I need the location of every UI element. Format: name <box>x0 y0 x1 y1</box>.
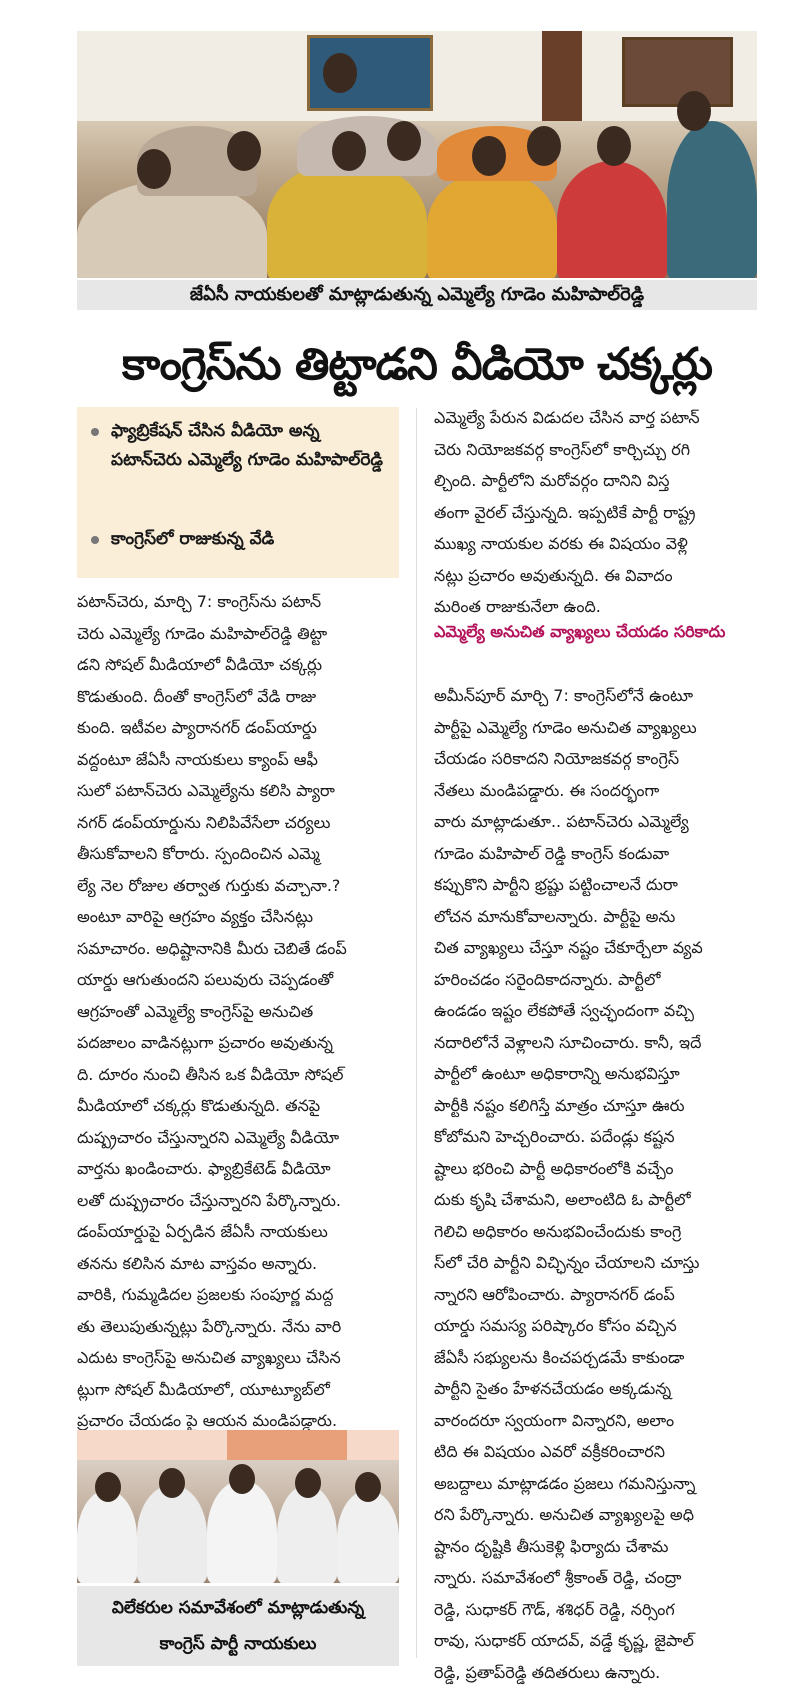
text-line: పార్టీకి నష్టం కలిగిస్తే మాత్రం చూస్తూ ఊరు <box>434 1090 756 1122</box>
text-line: యార్డు ఆగుతుందని పలువురు చెప్పడంతో <box>77 964 397 996</box>
text-line: గూడెం మహిపాల్ రెడ్డి కాంగ్రెస్ కండువా <box>434 838 756 870</box>
text-line: ప్రచారం చేయడం పై ఆయన మండిపడ్డారు. <box>77 1405 397 1437</box>
text-line: తీసుకోవాలని కోరారు. స్పందించిన ఎమ్మె <box>77 838 397 870</box>
text-line: ముఖ్య నాయకుల వరకు ఈ విషయం వెళ్లి <box>434 528 756 560</box>
text-line: చేయడం సరికాదని నియోజకవర్గ కాంగ్రెస్ <box>434 743 756 775</box>
highlight-text: కాంగ్రెస్‌లో రాజుకున్న వేడి <box>111 525 391 554</box>
text-line: ఎమ్మెల్యే పేరున విడుదల చేసిన వార్త పటాన్ <box>434 402 756 434</box>
text-line: రెడ్డి, ప్రతాప్‌రెడ్డి తదితరులు ఉన్నారు. <box>434 1657 756 1688</box>
text-line: న్నారు. సమావేశంలో శ్రీకాంత్ రెడ్డి, చంద్రా <box>434 1562 756 1594</box>
column-divider <box>416 408 417 1658</box>
text-line: చెరు నియోజకవర్గ కాంగ్రెస్‌లో కార్చిచ్చు రగి <box>434 434 756 466</box>
text-line: పార్టీలో ఉంటూ అధికారాన్ని అనుభవిస్తూ <box>434 1058 756 1090</box>
text-line: ఉండడం ఇష్టం లేకపోతే స్వచ్ఛందంగా వచ్చి <box>434 995 756 1027</box>
text-line: రెడ్డి, సుధాకర్ గౌడ్, శశిధర్ రెడ్డి, నర్సింగ <box>434 1594 756 1626</box>
text-line: రావు, సుధాకర్ యాదవ్, వడ్డే కృష్ణ, జైపాల్ <box>434 1625 756 1657</box>
text-line: తు తెలుపుతున్నట్లు పేర్కొన్నారు. నేను వారి <box>77 1311 397 1343</box>
text-line: ష్టాలు భరించి పార్టీ అధికారంలోకి వచ్చేం <box>434 1153 756 1185</box>
text-line: ల్చింది. పార్టీలోని మరోవర్గం దానిని విస్త <box>434 465 756 497</box>
text-line: యార్డు సమస్య పరిష్కారం కోసం వచ్చిన <box>434 1310 756 1342</box>
text-line: పార్టీపై ఎమ్మెల్యే గూడెం అనుచిత వ్యాఖ్యలు <box>434 712 756 744</box>
text-line: సులో పటాన్‌చెరు ఎమ్మెల్యేను కలిసి ప్యారా <box>77 775 397 807</box>
text-line: వద్దంటూ జేఏసీ నాయకులు క్యాంప్ ఆఫీ <box>77 744 397 776</box>
caption-line: విలేకరుల సమావేశంలో మాట్లాడుతున్న <box>77 1590 399 1626</box>
text-line: ఆగ్రహంతో ఎమ్మెల్యే కాంగ్రెస్‌పై అనుచిత <box>77 996 397 1028</box>
text-line: వార్తను ఖండించారు. ఫ్యాబ్రికేటెడ్ వీడియో <box>77 1153 397 1185</box>
text-line: కప్పుకొని పార్టీని భ్రష్టు పట్టించాలనే దురా <box>434 869 756 901</box>
text-line: మరింత రాజుకునేలా ఉంది. <box>434 591 756 623</box>
article-right-column <box>434 680 756 1688</box>
text-line: నదారిలోనే వెళ్లాలని సూచించారు. కానీ, ఇదే <box>434 1027 756 1059</box>
text-line: నట్లు ప్రచారం అవుతున్నది. ఈ వివాదం <box>434 560 756 592</box>
headline: కాంగ్రెస్‌ను తిట్టాడని వీడియో చక్కర్లు <box>77 326 757 404</box>
highlight-text: ఫ్యాబ్రికేషన్ చేసిన వీడియో అన్న పటాన్‌చెరు ఎమ్మెల్యే గూడెం మహిపాల్‌రెడ్డి <box>111 417 391 475</box>
text-line: పార్టీని సైతం హేళనచేయడం అక్కడున్న <box>434 1373 756 1405</box>
text-line: సమాచారం. అధిష్టానానికి మీరు చెబితే డంప్ <box>77 933 397 965</box>
bullet-icon <box>91 536 99 544</box>
text-line: లోచన మానుకోవాలన్నారు. పార్టీపై అను <box>434 901 756 933</box>
text-line: అంటూ వారిపై ఆగ్రహం వ్యక్తం చేసినట్లు <box>77 901 397 933</box>
text-line: వారందరూ స్వయంగా విన్నారని, అలాం <box>434 1405 756 1437</box>
text-line: వారు మాట్లాడుతూ.. పటాన్‌చెరు ఎమ్మెల్యే <box>434 806 756 838</box>
press-meet-photo <box>77 1430 399 1583</box>
photo-caption: జేఏసీ నాయకులతో మాట్లాడుతున్న ఎమ్మెల్యే గూడెం మహిపాల్‌రెడ్డి <box>77 280 757 310</box>
article-left-column <box>77 586 397 1437</box>
photo-caption-bottom <box>77 1586 399 1666</box>
text-line: మీడియాలో చక్కర్లు కొడుతున్నది. తనపై <box>77 1090 397 1122</box>
text-line: టిది ఈ విషయం ఎవరో వక్రీకరించారని <box>434 1436 756 1468</box>
text-line: డంప్‌యార్డుపై ఏర్పడిన జేఏసీ నాయకులు <box>77 1216 397 1248</box>
text-line: హరించడం సరైందికాదన్నారు. పార్టీలో <box>434 964 756 996</box>
text-line: కొడుతుంది. దీంతో కాంగ్రెస్‌లో వేడి రాజు <box>77 681 397 713</box>
text-line: తంగా వైరల్ చేస్తున్నది. ఇప్పటికే పార్టీ రాష్ట్ర <box>434 497 756 529</box>
text-line: దుష్ప్రచారం చేస్తున్నారని ఎమ్మెల్యే వీడియో <box>77 1122 397 1154</box>
text-line: వారికి, గుమ్మడిదల ప్రజలకు సంపూర్ణ మద్ద <box>77 1279 397 1311</box>
text-line: నేతలు మండిపడ్డారు. ఈ సందర్భంగా <box>434 775 756 807</box>
text-line: అమీన్‌పూర్ మార్చి 7: కాంగ్రెస్‌లోనే ఉంటూ <box>434 680 756 712</box>
text-line: ఎదుట కాంగ్రెస్‌పై అనుచిత వ్యాఖ్యలు చేసిన <box>77 1342 397 1374</box>
text-line: స్‌లో చేరి పార్టీని విచ్ఛిన్నం చేయాలని చూస్తు <box>434 1247 756 1279</box>
text-line: గెలిచి అధికారం అనుభవించేందుకు కాంగ్రె <box>434 1216 756 1248</box>
text-line: లతో దుష్ప్రచారం చేస్తున్నారని పేర్కొన్నారు. <box>77 1185 397 1217</box>
text-line: నగర్ డంప్‌యార్డును నిలిపివేసేలా చర్యలు <box>77 807 397 839</box>
text-line: చెరు ఎమ్మెల్యే గూడెం మహిపాల్‌రెడ్డి తిట్టా <box>77 618 397 650</box>
highlight-item <box>91 525 391 555</box>
bullet-icon <box>91 428 99 436</box>
text-line: జేఏసీ సభ్యులను కించపర్చడమే కాకుండా <box>434 1342 756 1374</box>
text-line: ల్యే నెల రోజుల తర్వాత గుర్తుకు వచ్చానా.? <box>77 870 397 902</box>
text-line: ట్లుగా సోషల్ మీడియాలో, యూట్యూబ్‌లో <box>77 1374 397 1406</box>
text-line: పదజాలం వాడినట్లుగా ప్రచారం అవుతున్న <box>77 1027 397 1059</box>
article-right-column-top <box>434 402 756 623</box>
subheading: ఎమ్మెల్యే అనుచిత వ్యాఖ్యలు చేయడం సరికాదు <box>434 618 756 646</box>
text-line: ది. దూరం నుంచి తీసిన ఒక వీడియో సోషల్ <box>77 1059 397 1091</box>
caption-line: కాంగ్రెస్ పార్టీ నాయకులు <box>77 1626 399 1662</box>
text-line: తనను కలిసిన మాట వాస్తవం అన్నారు. <box>77 1248 397 1280</box>
text-line: అబద్దాలు మాట్లాడడం ప్రజలు గమనిస్తున్నా <box>434 1468 756 1500</box>
text-line: రని పేర్కొన్నారు. అనుచిత వ్యాఖ్యలపై అధి <box>434 1499 756 1531</box>
text-line: ష్టానం దృష్టికి తీసుకెళ్లి ఫిర్యాదు చేశామ <box>434 1531 756 1563</box>
text-line: న్నారని ఆరోపించారు. ప్యారానగర్ డంప్ <box>434 1279 756 1311</box>
text-line: దుకు కృషి చేశామని, అలాంటిది ఓ పార్టీలో <box>434 1184 756 1216</box>
highlight-item <box>91 417 391 513</box>
text-line: డని సోషల్ మీడియాలో వీడియో చక్కర్లు <box>77 649 397 681</box>
text-line: పటాన్‌చెరు, మార్చి 7: కాంగ్రెస్‌ను పటాన్ <box>77 586 397 618</box>
text-line: కుంది. ఇటీవల ప్యారానగర్ డంప్‌యార్డు <box>77 712 397 744</box>
highlights-box <box>77 407 399 578</box>
text-line: కోబోమని హెచ్చరించారు. పదేండ్లు కష్టన <box>434 1121 756 1153</box>
text-line: చిత వ్యాఖ్యలు చేస్తూ నష్టం చేకూర్చేలా వ్యవ <box>434 932 756 964</box>
meeting-photo <box>77 31 757 278</box>
